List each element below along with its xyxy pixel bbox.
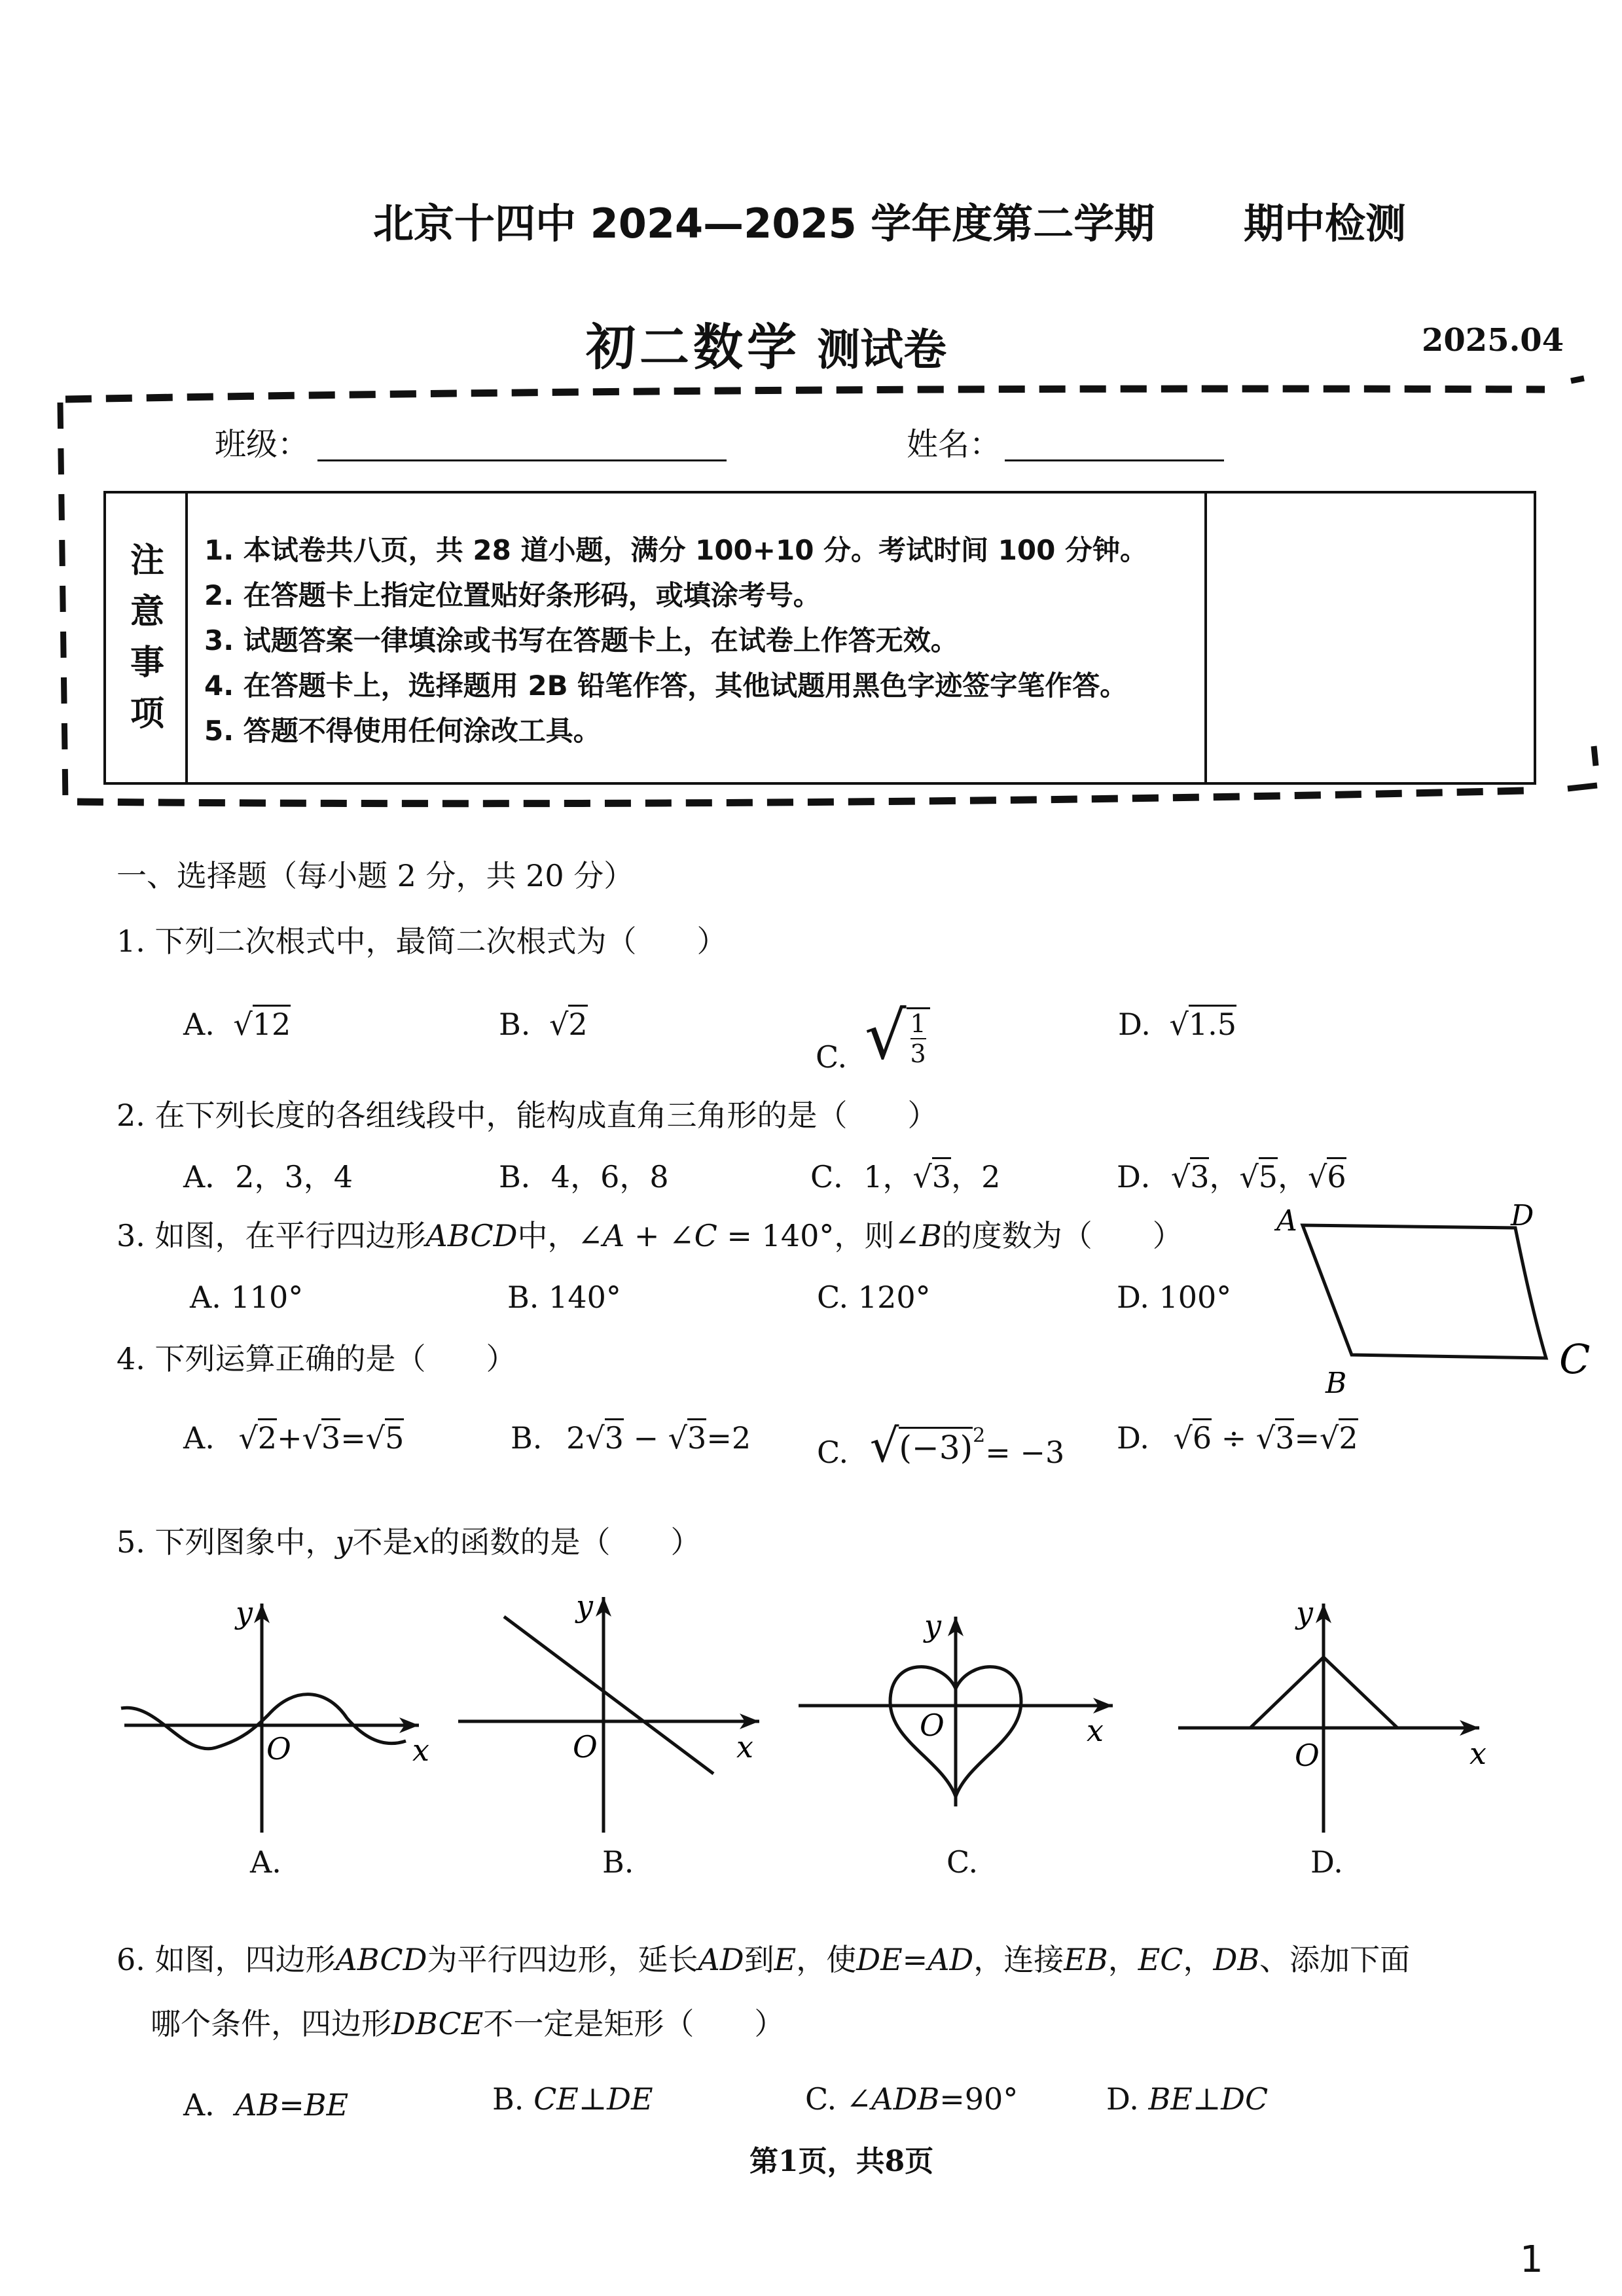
q6-stem-part: 不一定是矩形（ ） <box>483 2006 785 2041</box>
q4-b-coef: 2 <box>566 1420 586 1456</box>
q1-c-fraction <box>907 1007 930 1068</box>
notice-item: 2. 在答题卡上指定位置贴好条形码，或填涂考号。 <box>204 579 821 611</box>
q6-stem-part: 6. 如图，四边形 <box>117 1942 336 1977</box>
q2-c-radicand: 3 <box>932 1157 951 1194</box>
section-heading: 一、选择题（每小题 2 分，共 20 分） <box>117 858 634 893</box>
q3-stem-a: A <box>603 1218 625 1253</box>
q4-option-d[interactable] <box>1117 1420 1358 1456</box>
q3-option-d[interactable]: D. 100° <box>1117 1280 1232 1315</box>
axis-y-label: y <box>236 1595 253 1630</box>
q3-option-a[interactable]: A. 110° <box>190 1280 304 1315</box>
sqrt-icon: √ <box>1239 1159 1259 1194</box>
page-number: 1 <box>1520 2238 1543 2281</box>
q4-b-eq: =2 <box>706 1420 751 1456</box>
axis-y-label: y <box>576 1588 593 1624</box>
q4-d-eq: = <box>1294 1420 1320 1456</box>
q1-d-label: D. <box>1118 1007 1151 1042</box>
q1-b-label: B. <box>499 1007 531 1042</box>
q4-option-c[interactable] <box>817 1412 1065 1473</box>
question-4-stem: 4. 下列运算正确的是（ ） <box>117 1341 516 1376</box>
axis-y-label: y <box>924 1608 941 1643</box>
q5-label-a: A. <box>250 1844 281 1880</box>
q6-stem-comma: ， <box>1183 1942 1214 1977</box>
q5-graph-c[interactable] <box>792 1597 1132 1846</box>
q4-a-r2: 3 <box>321 1418 340 1456</box>
q3-label-a: A <box>1276 1204 1297 1238</box>
q6-stem-part: 、添加下面 <box>1259 1942 1411 1977</box>
q1-c-numerator: 1 <box>910 1009 926 1038</box>
q5-label-c: C. <box>946 1844 979 1880</box>
exam-title: 北京十四中 2024—2025 学年度第二学期 <box>373 200 1155 247</box>
q4-option-b[interactable] <box>511 1420 751 1456</box>
q4-option-a[interactable] <box>183 1420 404 1456</box>
q3-stem-part: 中，∠ <box>517 1218 604 1253</box>
q3-stem-b: B <box>919 1218 942 1253</box>
q6-stem-abcd: ABCD <box>335 1942 427 1977</box>
q5-graph-d[interactable] <box>1172 1584 1512 1846</box>
q3-label-d: D <box>1511 1199 1534 1232</box>
q2-option-a[interactable]: A．2，3，4 <box>183 1159 353 1194</box>
q2-d-sep: ， <box>1278 1159 1308 1194</box>
q4-b-r2: 3 <box>687 1418 706 1456</box>
q5-graph-a[interactable] <box>111 1584 439 1846</box>
q2-option-c[interactable] <box>810 1153 1000 1196</box>
sqrt-icon: √ <box>365 1420 386 1456</box>
q6-stem-part: ，使 <box>796 1942 857 1977</box>
q6-stem-de-ad: DE=AD <box>856 1942 974 1977</box>
notice-item: 4. 在答题卡上，选择题用 2B 铅笔作答，其他试题用黑色字迹签字笔作答。 <box>204 670 1128 702</box>
exam-type: 期中检测 <box>1244 200 1407 247</box>
q2-d-rad2: 5 <box>1259 1157 1278 1194</box>
question-2-stem: 2. 在下列长度的各组线段中，能构成直角三角形的是（ ） <box>117 1098 938 1133</box>
notice-item: 3. 试题答案一律填涂或书写在答题卡上，在试卷上作答无效。 <box>204 624 958 656</box>
page-info: 第1页，共8页 <box>749 2145 934 2178</box>
q1-b-radicand: 2 <box>568 1005 587 1042</box>
q4-a-r3: 5 <box>385 1418 404 1456</box>
q1-c-label: C. <box>816 1039 848 1075</box>
notice-item: 1. 本试卷共八页，共 28 道小题，满分 100+10 分。考试时间 100 分钟。 <box>204 534 1147 566</box>
q4-d-r1: 6 <box>1193 1418 1212 1456</box>
q6-a-label: A． <box>183 2087 236 2123</box>
q1-option-d[interactable] <box>1118 1007 1236 1042</box>
q2-option-b[interactable]: B．4，6，8 <box>499 1159 669 1194</box>
q2-c-pre: C．1， <box>810 1159 913 1194</box>
sqrt-icon: √ <box>1255 1420 1276 1456</box>
q6-stem-part: ，连接 <box>973 1942 1064 1977</box>
q5-label-b: B. <box>602 1844 634 1880</box>
q2-d-label: D． <box>1117 1159 1171 1194</box>
q4-a-label: A. <box>183 1420 215 1456</box>
axis-x-label: x <box>736 1729 753 1765</box>
q6-stem-db: DB <box>1213 1942 1260 1977</box>
q1-d-radicand: 1.5 <box>1189 1005 1236 1042</box>
q4-d-label: D. <box>1117 1420 1149 1456</box>
sqrt-icon: √ <box>585 1420 605 1456</box>
sqrt-icon: √ <box>1308 1159 1327 1194</box>
q6-stem-comma: ， <box>1108 1942 1138 1977</box>
q2-option-d[interactable] <box>1117 1153 1346 1196</box>
q1-a-label: A. <box>183 1007 215 1042</box>
q6-b-value: CE⊥DE <box>533 2081 653 2117</box>
q6-c-label: C. ∠ <box>805 2081 872 2117</box>
q4-c-inner: (−3) <box>899 1427 973 1467</box>
axis-x-label: x <box>412 1732 429 1768</box>
q6-stem-ad: AD <box>698 1942 744 1977</box>
sqrt-icon: √ <box>668 1420 688 1456</box>
q5-stem-part: 5. 下列图象中， <box>117 1524 336 1560</box>
origin-label: O <box>573 1729 598 1765</box>
q4-a-r1: 2 <box>258 1418 277 1456</box>
q4-b-label: B. <box>511 1420 543 1456</box>
sqrt-icon: √ <box>1170 1159 1191 1194</box>
q6-option-a[interactable] <box>183 2081 348 2125</box>
q5-stem-x: x <box>412 1524 430 1560</box>
q3-stem-part: = 140°，则∠ <box>717 1218 920 1253</box>
q6-stem-eb: EB <box>1064 1942 1108 1977</box>
q3-option-c[interactable]: C. 120° <box>817 1280 931 1315</box>
q2-d-rad1: 3 <box>1190 1157 1209 1194</box>
subtitle-rest: 测试卷 <box>817 325 947 375</box>
q1-option-c[interactable] <box>816 988 930 1075</box>
sqrt-icon: √ <box>238 1420 258 1456</box>
question-6-stem-line1 <box>117 1936 1410 1979</box>
axis-x-label: x <box>1469 1736 1487 1771</box>
q3-stem-part: + ∠ <box>624 1218 694 1253</box>
q6-option-c[interactable] <box>805 2081 1018 2117</box>
sqrt-icon: √ <box>912 1159 932 1194</box>
notice-list <box>204 528 1147 753</box>
origin-label: O <box>266 1731 291 1767</box>
q4-d-div: ÷ <box>1212 1420 1256 1456</box>
q6-d-value: BE⊥DC <box>1148 2081 1269 2117</box>
q1-option-a[interactable] <box>183 1007 291 1042</box>
q6-c-value: ADB <box>871 2081 940 2117</box>
q4-d-r3: 2 <box>1339 1418 1358 1456</box>
q2-d-sep: ， <box>1209 1159 1240 1194</box>
q6-d-label: D. <box>1106 2081 1149 2117</box>
notice-char: 注 <box>130 541 164 581</box>
sqrt-icon: √ <box>1169 1007 1189 1042</box>
notice-item: 5. 答题不得使用任何涂改工具。 <box>204 715 601 747</box>
q6-a-value: AB=BE <box>235 2087 349 2123</box>
q6-c-post: =90° <box>939 2081 1018 2117</box>
q3-label-c: C <box>1559 1335 1591 1383</box>
q6-stem-dbce: DBCE <box>391 2006 484 2041</box>
sqrt-icon: √ <box>549 1007 569 1042</box>
sqrt-icon: √ <box>1173 1420 1193 1456</box>
exam-date: 2025.04 <box>1422 322 1564 359</box>
notice-char: 项 <box>130 694 164 734</box>
q4-b-minus: − <box>623 1420 668 1456</box>
q2-c-post: ，2 <box>951 1159 1001 1194</box>
q4-c-exp: 2 <box>973 1424 986 1447</box>
question-1-stem: 1. 下列二次根式中，最简二次根式为（ ） <box>117 924 727 959</box>
q4-c-label: C. <box>817 1435 849 1470</box>
q6-stem-ec: EC <box>1138 1942 1183 1977</box>
q3-stem-abcd: ABCD <box>425 1218 518 1253</box>
q3-label-b: B <box>1325 1367 1347 1400</box>
q6-stem-part: 为平行四边形，延长 <box>427 1942 698 1977</box>
subject-name: 初二数学 <box>586 318 801 376</box>
q3-stem-part: 3. 如图，在平行四边形 <box>117 1218 426 1253</box>
q1-option-b[interactable] <box>499 1007 588 1042</box>
q5-graph-b[interactable] <box>452 1571 779 1846</box>
q6-b-label: B. <box>492 2081 534 2117</box>
q6-stem-part: 哪个条件，四边形 <box>151 2006 391 2041</box>
q1-a-radicand: 12 <box>253 1005 291 1042</box>
question-6-stem-line2 <box>151 2000 784 2043</box>
notice-char: 意 <box>130 592 164 632</box>
sqrt-icon: √ <box>302 1420 321 1456</box>
sqrt-icon: √ <box>864 997 907 1074</box>
q1-c-denominator: 3 <box>910 1039 926 1068</box>
q6-stem-e: E <box>774 1942 797 1977</box>
q4-a-plus: + <box>277 1420 302 1456</box>
q6-option-d[interactable] <box>1106 2081 1268 2117</box>
q4-d-r2: 3 <box>1275 1418 1294 1456</box>
class-label: 班级： <box>215 426 310 463</box>
q4-a-eq: = <box>340 1420 366 1456</box>
name-label: 姓名： <box>907 426 1001 463</box>
q3-option-b[interactable]: B. 140° <box>507 1280 621 1315</box>
sqrt-icon: √ <box>1320 1420 1339 1456</box>
q3-parallelogram-figure <box>1263 1198 1604 1407</box>
axis-y-label: y <box>1296 1595 1313 1630</box>
notice-char: 事 <box>130 643 164 683</box>
sqrt-icon: √ <box>869 1419 899 1473</box>
axis-x-label: x <box>1087 1713 1104 1748</box>
q5-stem-part: 的函数的是（ ） <box>429 1524 701 1560</box>
origin-label: O <box>920 1708 945 1743</box>
q5-stem-part: 不是 <box>352 1524 413 1560</box>
q3-stem-part: 的度数为（ ） <box>941 1218 1183 1253</box>
q4-b-r1: 3 <box>605 1418 624 1456</box>
q4-c-eq: = −3 <box>985 1435 1065 1470</box>
q6-stem-part: 到 <box>744 1942 774 1977</box>
q5-stem-y: y <box>335 1524 353 1560</box>
question-3-stem <box>117 1212 1183 1255</box>
origin-label: O <box>1295 1738 1320 1773</box>
sqrt-icon: √ <box>233 1007 253 1042</box>
q6-option-b[interactable] <box>492 2081 653 2117</box>
notice-label <box>118 535 177 740</box>
q2-d-rad3: 6 <box>1327 1157 1346 1194</box>
q5-label-d: D. <box>1310 1844 1343 1880</box>
q3-stem-c: C <box>694 1218 717 1253</box>
question-5-stem <box>117 1518 700 1562</box>
